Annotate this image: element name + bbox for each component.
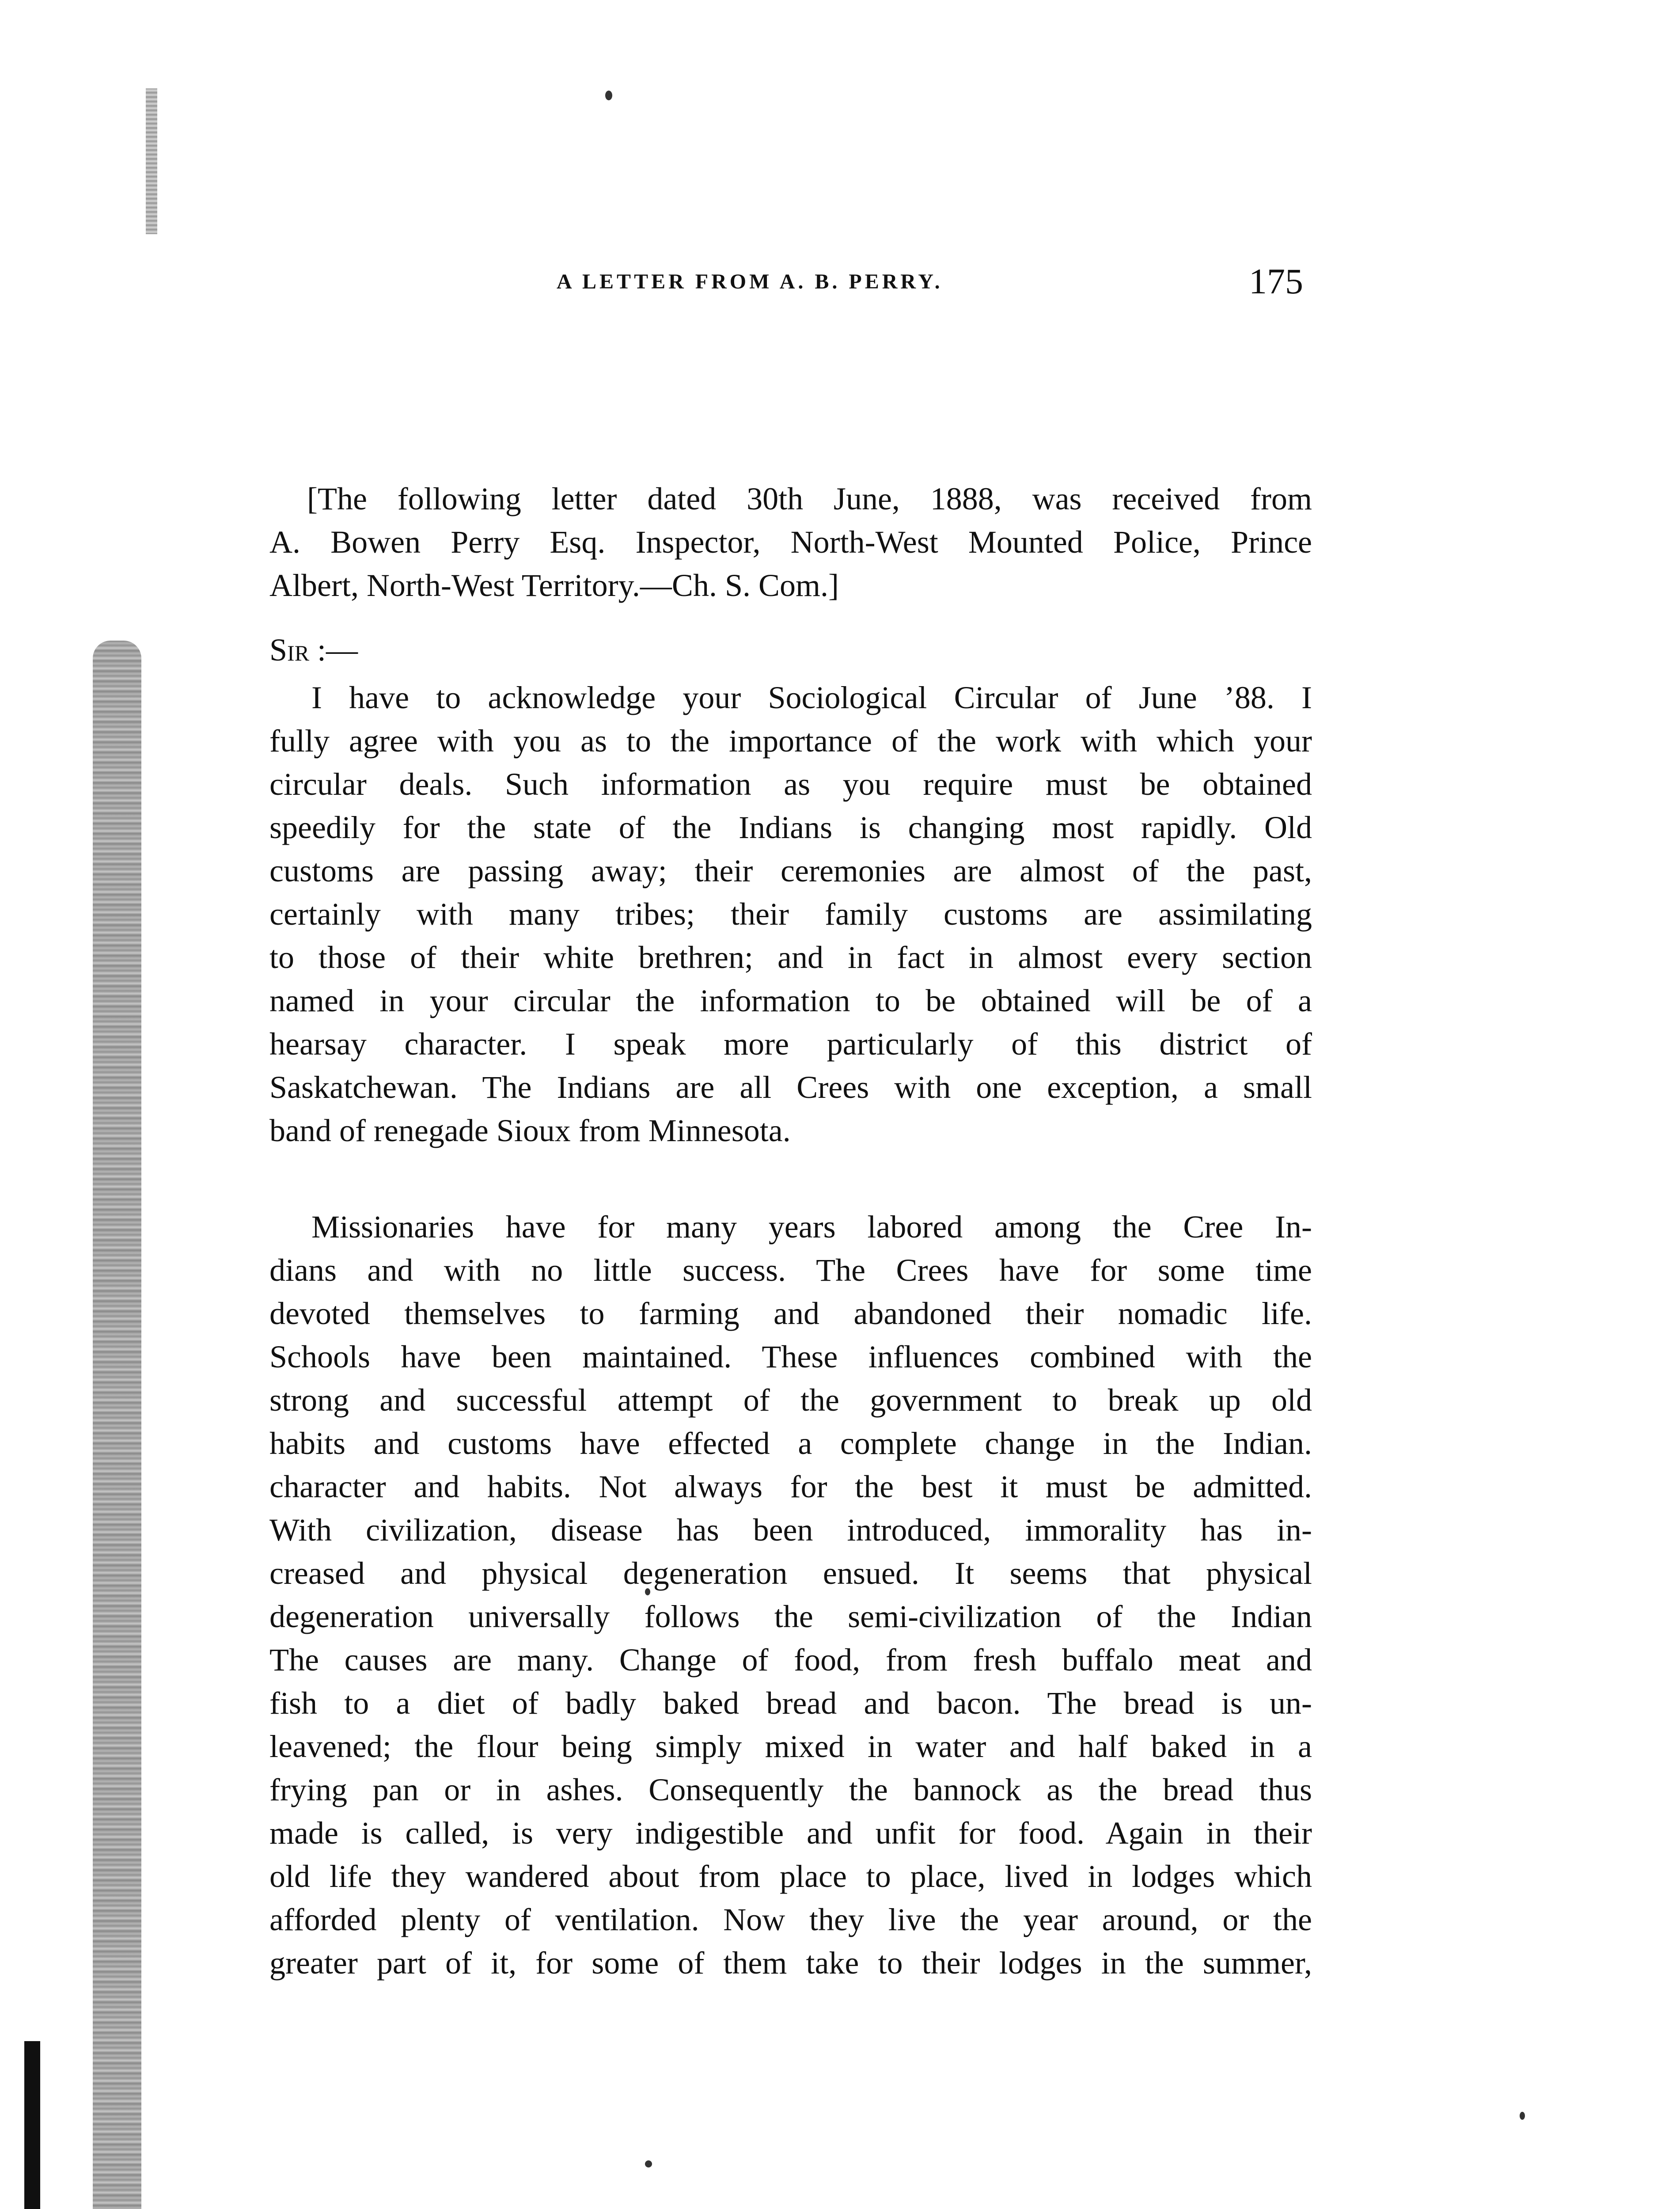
text-line: greater part of it, for some of them take to their lodges in the summer,	[269, 1945, 1312, 1981]
text-line: afforded plenty of ventilation. Now they live the year around, or the	[269, 1902, 1312, 1937]
running-head	[265, 261, 1312, 314]
text-line: customs are passing away; their ceremonies are almost of the past,	[269, 853, 1312, 888]
scan-binding-artifact-top	[146, 88, 157, 234]
text-line: With civilization, disease has been introduced, immorality has in-	[269, 1512, 1312, 1548]
text-line: Saskatchewan. The Indians are all Crees with one exception, a small	[269, 1070, 1312, 1105]
text-line: frying pan or in ashes. Consequently the bannock as the bread thus	[269, 1772, 1312, 1807]
text-line: strong and successful attempt of the government to break up old	[269, 1382, 1312, 1418]
text-line: leavened; the flour being simply mixed in water and half baked in a	[269, 1729, 1312, 1764]
text-line: certainly with many tribes; their family customs are assimilating	[269, 896, 1312, 932]
scan-speck	[605, 91, 612, 100]
page-number: 175	[1249, 261, 1303, 301]
text-line: A. Bowen Perry Esq. Inspector, North-West Mounted Police, Prince	[269, 524, 1312, 560]
paragraph-1	[269, 676, 1312, 1152]
text-line: Missionaries have for many years labored among the Cree In-	[311, 1209, 1312, 1245]
text-line: fish to a diet of badly baked bread and bacon. The bread is un-	[269, 1685, 1312, 1721]
text-line: named in your circular the information to be obtained will be of a	[269, 983, 1312, 1018]
scan-speck	[1520, 2112, 1525, 2120]
editor-note	[269, 477, 1312, 607]
text-line: dians and with no little success. The Crees have for some time	[269, 1253, 1312, 1288]
text-line: hearsay character. I speak more particularly of this district of	[269, 1026, 1312, 1062]
text-line: fully agree with you as to the importance of the work with which your	[269, 723, 1312, 759]
running-title: A LETTER FROM A. B. PERRY.	[557, 270, 943, 293]
scan-binding-bar	[24, 2041, 40, 2209]
text-line: Schools have been maintained. These influences combined with the	[269, 1339, 1312, 1374]
scan-binding-shadow	[93, 641, 141, 2209]
text-line: character and habits. Not always for the best it must be admitted.	[269, 1469, 1312, 1504]
text-line: creased and physical degeneration ensued. It seems that physical	[269, 1556, 1312, 1591]
paragraph-2	[269, 1205, 1312, 1985]
scan-speck	[645, 2160, 652, 2167]
page-body	[269, 477, 1312, 1985]
text-line: devoted themselves to farming and abandoned their nomadic life.	[269, 1296, 1312, 1331]
text-line: speedily for the state of the Indians is changing most rapidly. Old	[269, 810, 1312, 845]
salutation: Sir :—	[269, 632, 358, 668]
text-line: Albert, North-West Territory.—Ch. S. Com.]	[269, 568, 839, 603]
text-line: circular deals. Such information as you require must be obtained	[269, 767, 1312, 802]
text-line: to those of their white brethren; and in fact in almost every section	[269, 940, 1312, 975]
text-line: The causes are many. Change of food, from fresh buffalo meat and	[269, 1642, 1312, 1678]
text-line: degeneration universally follows the semi-civilization of the Indian	[269, 1599, 1312, 1634]
text-line: [The following letter dated 30th June, 1888, was received from	[307, 481, 1312, 516]
text-line: I have to acknowledge your Sociological Circular of June ’88. I	[311, 680, 1312, 715]
text-line: habits and customs have effected a complete change in the Indian.	[269, 1426, 1312, 1461]
text-line: band of renegade Sioux from Minnesota.	[269, 1113, 791, 1148]
text-line: old life they wandered about from place to place, lived in lodges which	[269, 1859, 1312, 1894]
text-line: made is called, is very indigestible and unfit for food. Again in their	[269, 1815, 1312, 1851]
